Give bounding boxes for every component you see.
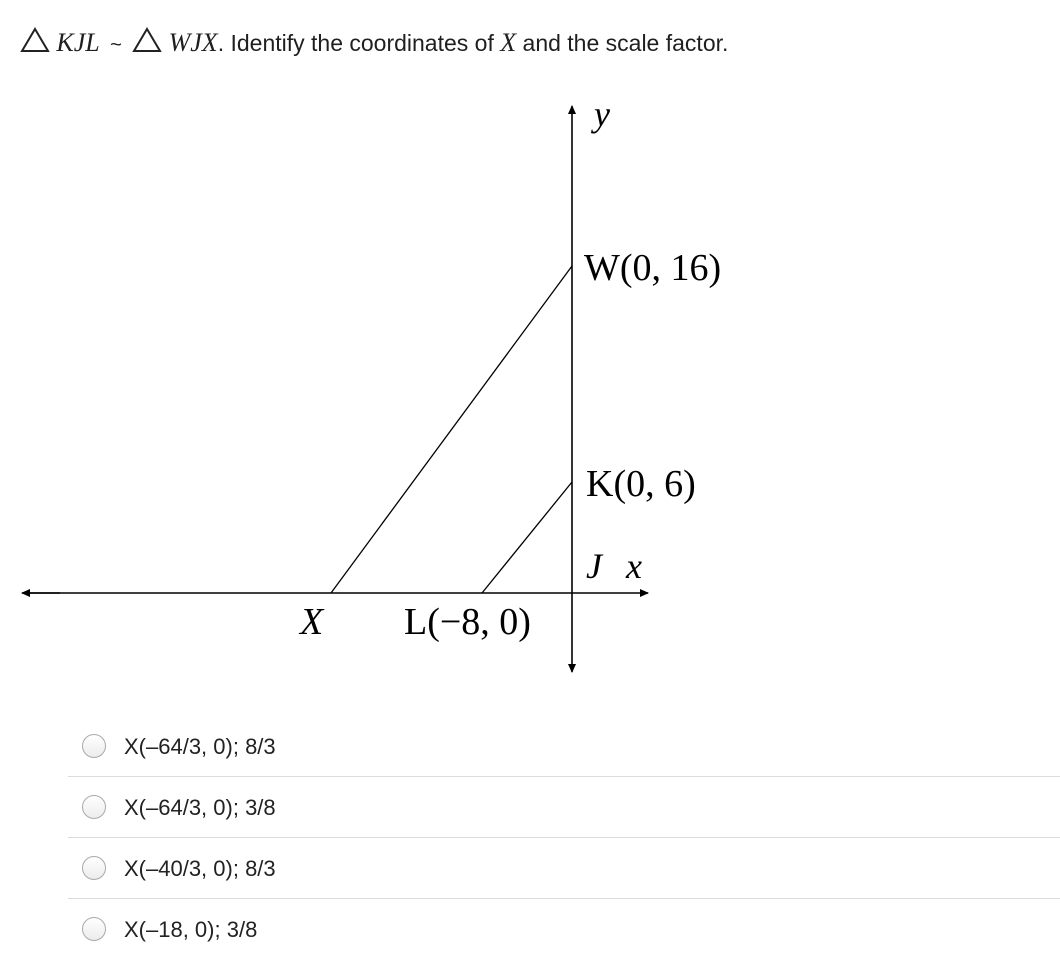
triangle-wjx-name: WJX	[168, 28, 218, 57]
triangle-kjl-name: KJL	[56, 28, 100, 57]
radio-button[interactable]	[82, 795, 106, 819]
prompt-text-part-2: and the scale factor.	[516, 30, 729, 56]
origin-j-label: J	[586, 546, 602, 586]
choice-option-4[interactable]	[68, 899, 1060, 959]
point-x-label: X	[300, 601, 324, 643]
point-l-label: L(−8, 0)	[404, 601, 531, 643]
point-w-label: W(0, 16)	[584, 247, 722, 289]
y-axis-label: y	[594, 94, 610, 134]
answer-choices	[68, 716, 1060, 959]
choice-label[interactable]: X(–18, 0); 3/8	[124, 917, 258, 942]
segment-xw	[331, 266, 572, 593]
segment-lk	[482, 482, 572, 593]
radio-button[interactable]	[82, 734, 106, 758]
radio-button[interactable]	[82, 917, 106, 941]
point-k-label: K(0, 6)	[586, 463, 696, 505]
x-axis-label: x	[626, 546, 642, 586]
choice-option-3[interactable]	[68, 838, 1060, 899]
choice-option-1[interactable]	[68, 716, 1060, 777]
similar-symbol: ~	[110, 34, 122, 56]
prompt-text-part-1: . Identify the coordinates of	[217, 30, 501, 56]
radio-button[interactable]	[82, 856, 106, 880]
choice-label[interactable]: X(–64/3, 0); 3/8	[124, 795, 276, 820]
choice-label[interactable]: X(–40/3, 0); 8/3	[124, 856, 276, 881]
choice-option-2[interactable]	[68, 777, 1060, 838]
prompt-point-x: X	[500, 28, 517, 57]
choice-label[interactable]: X(–64/3, 0); 8/3	[124, 734, 276, 759]
